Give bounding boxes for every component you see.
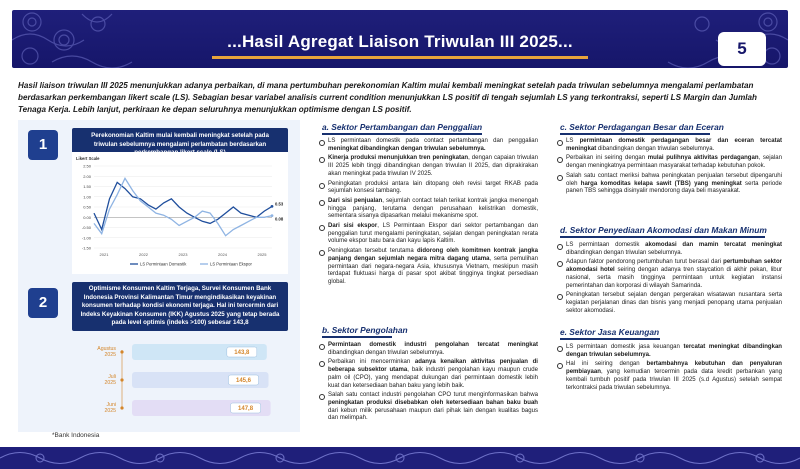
series-end-point <box>271 205 274 208</box>
bullet-text: Salah satu contact meriksi bahwa peningkatan penjualan tersebut dipengaruhi oleh <box>566 172 782 187</box>
y-axis-label: Likert Scale <box>76 156 100 161</box>
bar-value-label: 147,8 <box>238 406 254 412</box>
bullet-item <box>556 259 782 290</box>
item-number-badge: 1 <box>28 130 58 160</box>
x-year-label: 2021 <box>99 252 109 257</box>
y-tick-label: 1.00 <box>83 194 91 200</box>
section-underline <box>560 133 710 135</box>
bullet-item <box>556 155 782 170</box>
bullet-text: , yang kemudian tercermin pada data kredit perbankan yang kembali tumbuh positif pada triwulan III 2025 (s.d Agustus) setelah sempat terkontraksi pada triwulan sebelumnya. <box>566 369 782 391</box>
bullet-text: pertumbuhan sektor akomodasi hotel <box>566 259 782 274</box>
section-underline <box>560 236 765 238</box>
y-tick-label: 2.50 <box>83 163 91 169</box>
bullet-text: bertambahnya kebutuhan dan penyaluran pembiayaan <box>566 361 782 376</box>
item-number-badge: 2 <box>28 288 58 318</box>
bullet-text: Dari sisi ekspor <box>328 223 378 230</box>
bullet-text: dari kebun milik perusahaan maupun dari pihak lain dengan kualitas bagus dan melimpah. <box>328 407 538 422</box>
bullet-item <box>318 248 538 287</box>
bullet-item <box>318 359 538 390</box>
header <box>0 0 800 76</box>
bullet-item <box>318 198 538 221</box>
bullet-item <box>318 223 538 246</box>
bullet-text: dibandingkan dengan triwulan sebelumnya. <box>328 349 445 356</box>
bar-category-label: 2025 <box>104 352 116 358</box>
bullet-item <box>318 181 538 196</box>
section-title-d: d. Sektor Penyediaan Akomodasi dan Makan Minum <box>560 225 767 235</box>
header-band <box>12 10 788 68</box>
section-title-a: a. Sektor Pertambangan dan Penggalian <box>322 122 483 132</box>
footer-band <box>0 447 800 469</box>
bullet-text: mulai pulihnya aktivitas perdagangan <box>647 155 759 162</box>
likert-scale-svg <box>72 152 288 274</box>
bullet-text: Kinerja produksi menunjukkan tren peningkatan <box>328 155 469 162</box>
page-title: ...Hasil Agregat Liaison Triwulan III 2025... <box>227 32 573 51</box>
bullet-text: adanya kenaikan aktivitas penjualan di beberapa subsektor utama <box>328 359 538 374</box>
bullet-item <box>318 155 538 178</box>
item-heading: Optimisme Konsumen Kaltim Terjaga, Survei Konsumen Bank Indonesia Provinsi Kalimantan Timur mengindikasikan keyakinan konsumen terhadap kondisi ekonomi terjaga. Hal ini tercermin dari Indeks Keyakinan Konsumen (IKK) Agustus 2025 yang tetap berada pada level optimis (indeks >100) sebesar 143,8 <box>72 282 288 331</box>
item-heading: Perekonomian Kaltim mulai kembali meningkat setelah pada triwulan sebelumnya mengalami perlambatan berdasarkan <box>72 128 288 162</box>
bar-category-label: 2025 <box>104 380 116 386</box>
section-c-list <box>556 138 782 198</box>
bar-category-label: Juli <box>108 374 116 380</box>
section-a-list <box>318 138 538 289</box>
bullet-text: , sejalan dengan meningkatnya permintaan masyarakat terhadap kebutuhan pokok. <box>566 155 782 170</box>
section-underline <box>560 338 660 340</box>
bullet-text: Perbaikan ini mencerminkan <box>328 359 415 366</box>
section-title-c: c. Sektor Perdagangan Besar dan Eceran <box>560 122 724 132</box>
bullet-text: didorong oleh komitmen kontrak jangka panjang dengan sejumlah negara mitra dagang utama <box>328 248 538 262</box>
bullet-text: serta periode panen TBS sehingga disinyalir mendorong daya beli masyarakat. <box>566 180 782 195</box>
end-value-label: 0.08 <box>275 216 284 222</box>
x-year-label: 2023 <box>178 252 188 257</box>
bullet-item <box>556 173 782 196</box>
bullet-item <box>318 138 538 153</box>
bar-value-label: 143,8 <box>234 350 250 356</box>
y-tick-label: -1.50 <box>81 245 91 251</box>
bullet-text: Hal ini seiring dengan <box>566 361 647 368</box>
bullet-text: Dari sisi penjualan <box>328 197 383 204</box>
series-end-point <box>271 214 274 217</box>
legend-label: LS Permintaan Ekspor <box>210 261 252 267</box>
ikk-svg <box>72 336 288 428</box>
bullet-text: , baik industri pengolahan kayu maupun crude palm oil (CPO), yang mendapat dukungan dari permintaan domestik lebih kuat dan ketersediaan bahan baku yang lebih baik. <box>328 367 538 389</box>
bullet-item <box>556 344 782 359</box>
bullet-text: , LS Permintaan Ekspor dari sektor pertambangan dan penggalian turut mengalami peningkatan, sejalan dengan peningkatan rerata volume ekspor batu bara dan kayu lapis Kaltim. <box>328 223 538 245</box>
section-b-list <box>318 342 538 425</box>
x-year-label: 2025 <box>257 252 267 257</box>
bullet-item <box>556 138 782 153</box>
bullet-text: Adapun faktor pendorong pertumbuhan turut berasal dari <box>566 259 724 266</box>
bullet-text: Perbaikan ini seiring dengan <box>566 155 648 162</box>
series-line-1 <box>94 182 272 229</box>
bullet-text: permintaan domestik perdagangan besar dan eceran tercatat meningkat <box>566 138 782 152</box>
bullet-text: Permintaan domestik industri pengolahan tercatat meningkat <box>328 342 538 348</box>
bullet-text: dibandingkan dengan triwulan sebelumnya. <box>566 249 683 256</box>
section-e-list <box>556 344 782 394</box>
likert-scale-chart <box>72 152 288 274</box>
y-tick-label: 1.50 <box>83 184 91 189</box>
y-tick-label: -0.50 <box>81 225 91 230</box>
footnote: *Bank Indonesia <box>52 432 100 439</box>
y-tick-label: -1.00 <box>81 235 91 241</box>
bullet-text: , dengan capaian triwulan III 2025 lebih tinggi dibandingkan dengan triwulan II 2025, dan diprakirakan akan meningkat pada triwulan IV 2025. <box>328 155 538 177</box>
bullet-text: LS permintaan domestik jasa keuangan <box>566 344 684 350</box>
bullet-item <box>318 392 538 423</box>
bullet-text: peningkatan produksi disebabkan oleh ketersediaan bahan baku buah <box>328 399 538 406</box>
bullet-item <box>318 342 538 357</box>
bullet-text: tercatat meningkat dibandingkan dengan triwulan sebelumnya. <box>566 344 782 358</box>
bullet-text: seiring dengan adanya tren staycation di akhir pekan, libur nasional, serta masih tingginya permintaan untuk kegiatan instansi pemerintahan dan korporasi di wilayah Samarinda. <box>566 267 782 289</box>
y-tick-label: 0.50 <box>83 204 91 210</box>
bullet-text: LS <box>566 138 580 144</box>
y-tick-label: 0.00 <box>83 214 91 220</box>
section-title-b: b. Sektor Pengolahan <box>322 325 408 335</box>
bullet-text: Peningkatan produksi antara lain ditopang oleh revisi target RKAB pada sejumlah konsesi tambang. <box>328 180 538 195</box>
bullet-text: akomodasi dan mamin tercatat meningkat <box>645 242 782 248</box>
y-tick-label: 2.00 <box>83 173 91 179</box>
bullet-item <box>556 292 782 315</box>
section-d-list <box>556 242 782 317</box>
title-underline <box>212 56 588 59</box>
bullet-text: , serta pemulihan permintaan dari negara-negara Asia, khususnya Vietnam, meskipun masih terdapat fluktuasi harga di pasar spot akibat tingginya tingkat persediaan global. <box>328 255 538 285</box>
bar-category-label: Juni <box>106 402 116 408</box>
bullet-text: LS permintaan domestik pada contact pertambangan dan penggalian <box>328 138 538 144</box>
bar-value-label: 145,6 <box>235 378 252 384</box>
bullet-text: LS permintaan domestik <box>566 242 646 248</box>
legend-label: LS Permintaan Domestik <box>140 261 187 267</box>
ikk-chart <box>72 336 288 428</box>
bullet-text: harga komoditas kelapa sawit (TBS) yang meningkat <box>580 180 742 187</box>
bullet-text: Salah satu contact industri pengolahan CPO turut menginformasikan bahwa <box>328 392 538 399</box>
bullet-text: Peningkatan tersebut terutama <box>328 248 417 255</box>
section-title-e: e. Sektor Jasa Keuangan <box>560 327 660 337</box>
batik-footer-icon <box>0 447 800 469</box>
bar-category-label: 2025 <box>104 408 116 414</box>
page-number: 5 <box>718 32 766 66</box>
bullet-text: meningkat dibandingkan dengan triwulan sebelumnya. <box>328 145 486 152</box>
bar-category-label: Agustus <box>97 346 116 352</box>
section-underline <box>322 336 392 338</box>
end-value-label: 0.53 <box>275 201 284 207</box>
bullet-text: Peningkatan tersebut sejalan dengan pergerakan wisatawan nusantara serta kegiatan perjalanan dinas dan bisnis yang menjadi penopang utama penjualan sektor akomodasi. <box>566 292 782 314</box>
intro-paragraph: Hasil liaison triwulan III 2025 menunjukkan adanya perbaikan, di mana pertumbuhan perekonomian Kaltim mulai kembali meningkat setelah pada triwulan sebelumnya mengalami perlambatan berdasarkan perkembangan likert scale (LS). Sebagian besar variabel analisis current condition menunjukkan LS positif di tengah sejumlah LS yang terkontraksi, seperti LS Margin dan Jumlah Tenaga Kerja. Lebih lanjut, perkiraan ke depan seluruhnya menunjukkan optimisme dengan LS positif. <box>18 81 757 114</box>
x-year-label: 2024 <box>218 252 227 257</box>
bullet-text: , sejumlah contact telah terikat kontrak jangka menengah hingga panjang, terutama dengan perusahaan kelistrikan domestik, sementara sisanya dipasarkan melalui mekanisme spot. <box>328 197 538 220</box>
bullet-text: dibandingkan dengan triwulan sebelumnya. <box>596 145 715 152</box>
bullet-item <box>556 242 782 257</box>
x-year-label: 2022 <box>139 252 148 257</box>
bullet-item <box>556 361 782 392</box>
section-underline <box>322 133 482 135</box>
